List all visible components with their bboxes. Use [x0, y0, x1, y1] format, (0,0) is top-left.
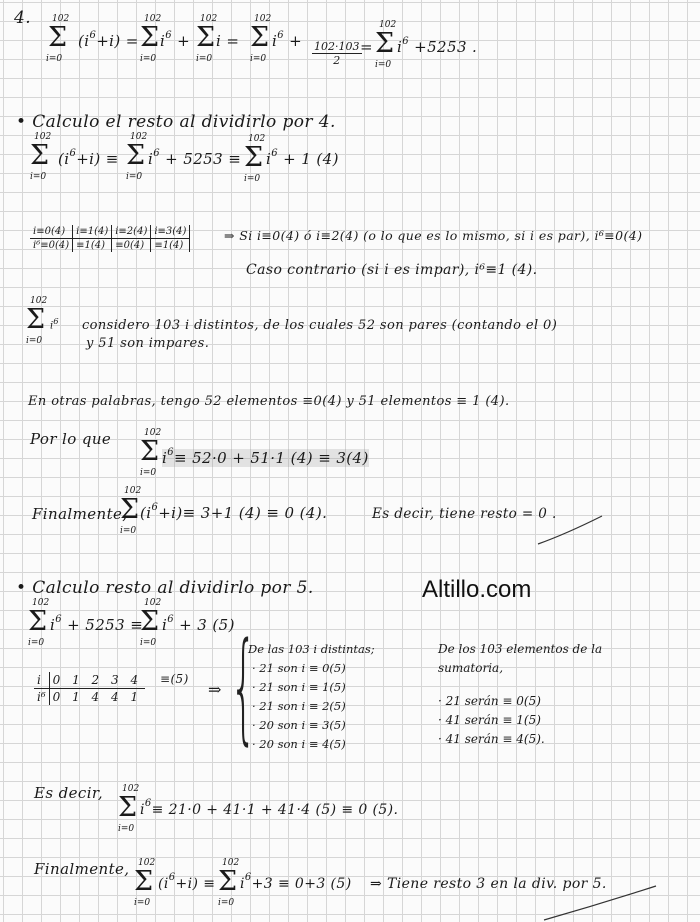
eq3-part2: $i^6 + 3$ (5): [162, 614, 235, 634]
table-row: i⁶≡0(4) ≡1(4) ≡0(4) ≡1(4): [30, 239, 190, 253]
mod5-table: [34, 672, 145, 705]
por-lo-que-label: Por lo que: [30, 430, 112, 448]
problem-number: 4.: [14, 8, 32, 28]
mod4-table: [30, 225, 190, 252]
mid-list: De las 103 i distintas; · 21 son i ≡ 0(5) · 21 son i ≡ 1(5) · 21 son i ≡ 2(5) · 20 son i ≡ 3(5) · 20 son i ≡ 4(5): [248, 642, 375, 751]
other-words-text: En otras palabras, tengo 52 elementos ≡0(4) y 51 elementos ≡ 1 (4).: [28, 394, 510, 409]
eq2-part1: $(i^6+i)$ ≡: [58, 148, 119, 168]
eq2-part3: $i^6 + 1$ (4): [266, 148, 339, 168]
final-eq-mod5-b: $i^6+3 \equiv 0+3$ (5): [240, 872, 352, 892]
final-label-mod4: Finalmente,: [32, 505, 128, 523]
section-heading-mod5: • Calculo resto al dividirlo por 5.: [16, 578, 314, 598]
eq1-part3: i =: [216, 32, 240, 50]
table-row: i⁶ 0 1 4 4 1: [34, 689, 145, 706]
consider-text-1: considero 103 i distintos, de los cuales 52 son pares (contando el 0): [82, 318, 558, 333]
final-result-mod5: ⇒ Tiene resto 3 en la div. por 5.: [370, 876, 607, 892]
final-result-mod4: Es decir, tiene resto = 0 .: [372, 506, 557, 522]
eq1-part4: $i^6$ +: [272, 30, 303, 50]
left-brace: {: [230, 618, 257, 757]
eq1-part2: $i^6$ +: [160, 30, 191, 50]
section-heading-mod4: • Calculo el resto al dividirlo por 4.: [16, 112, 336, 132]
final-label-mod5: Finalmente,: [34, 860, 130, 878]
final-eq-mod4: $(i^6+i)\equiv 3+1$ (4) ≡ 0 (4).: [140, 502, 328, 522]
check-mark-icon: [536, 512, 606, 552]
implies-text-2: Caso contrario (si i es impar), i⁶≡1 (4).: [246, 262, 538, 278]
table-row: i≡0(4) i≡1(4) i≡2(4) i≡3(4): [30, 225, 190, 239]
right-list: De los 103 elementos de la sumatoria, · 21 serán ≡ 0(5) · 41 serán ≡ 1(5) · 41 serán ≡ 4(5).: [438, 642, 603, 746]
eq3-part1: $i^6 + 5253$ ≡: [50, 614, 144, 634]
mod5-label: ≡(5): [160, 672, 189, 686]
es-decir-label: Es decir,: [34, 784, 103, 802]
eq2-part2: $i^6 + 5253$ ≡: [148, 148, 242, 168]
watermark-logo: Altillo.com: [422, 576, 532, 603]
implies-text-1: ⇒ Si i≡0(4) ó i≡2(4) (o lo que es lo mismo, si i es par), i⁶≡0(4): [224, 228, 643, 243]
eq1-equals: =: [360, 38, 373, 56]
implies-arrow-icon: ⇒: [208, 680, 222, 699]
eq1-part5: $i^6 +5253$ .: [397, 36, 478, 56]
final-eq-mod5-a: $(i^6+i)$ ≡: [158, 872, 216, 892]
implies-arrow-icon: ⇒: [224, 228, 235, 243]
check-mark-icon: [540, 884, 660, 922]
fraction: $\frac{102\cdot 103}{2}$: [314, 40, 360, 67]
consider-text-2: y 51 son impares.: [86, 336, 210, 351]
es-decir-eq: $i^6\equiv 21\cdot 0 + 41\cdot 1 + 41\cdot 4$ (5) ≡ 0 (5).: [140, 798, 399, 818]
eq1-part1: $(i^6+i)$ =: [78, 30, 139, 50]
table-row: i 0 1 2 3 4: [34, 672, 145, 689]
por-lo-que-eq: $i^6\equiv 52\cdot 0 + 51\cdot 1$ (4) ≡ 3(4): [162, 447, 369, 467]
